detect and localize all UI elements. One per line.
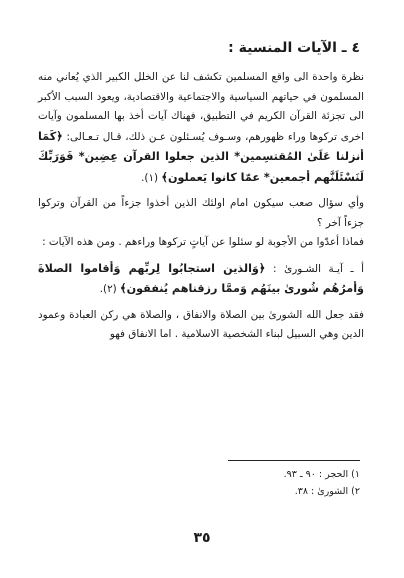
quran-verse-hijr: ﴿كَمَا أنزلنا عَلَىٰ المُقتسِمين* الذين جعلوا القرآن عِضِين* فَوَرَبِّكَ لَنَسْئَلَنَّهم أجمعين* عمّا كانوا يَعملون﴾: [38, 129, 364, 184]
footnotes: [284, 466, 360, 500]
shura-verse-paragraph: [38, 259, 364, 300]
intro-text: نظرة واحدة الى واقع المسلمين تكشف لنا عن الخلل الكبير الذي يُعاني منه المسلمون في حياتهم السياسية والاجتماعية والاقتصادية، ويعود السبب الأكبر الى تجزئة القرآن الكريم في التطبيق، فهناك آيات أخذ بها المسلمون وآيات اخرى تركوها وراء ظهورهم، وسـوف يُسـئلون عـن ذلك، قـال تـعـالى:: [38, 71, 364, 143]
footnote-divider: [228, 460, 360, 461]
quran-verse-shura: ﴿وَالذين استجابُوا لِربِّهم وَأقاموا الصلاةَ وَأمرُهُم شُورىٰ بينَهُم وَممَّا رزقناهم يُنفقون﴾: [38, 261, 364, 295]
shura-explanation-paragraph: فقد جعل الله الشورىٰ بين الصلاة والانفاق ، والصلاة هي ركن العبادة وعمود الدين وهي السبيل لبناء الشخصية الاسلامية . اما الانفاق فهو: [38, 308, 364, 340]
footnote-1: ١) الحجر : ٩٠ ـ ٩٣.: [283, 469, 360, 480]
question-paragraph: وأي سؤال صعب سيكون امام اولئك الذين أخذوا جزءاً من القرآن وتركوا جزءاً آخر ؟: [38, 197, 364, 229]
intro-paragraph: [38, 68, 364, 188]
footnote-ref-2: (٢).: [99, 283, 117, 295]
page-body: [38, 68, 364, 351]
footnote-ref-1: (١).: [141, 171, 159, 184]
page-number: ٣٥: [193, 530, 211, 546]
forgotten-verses-paragraph: فماذا أعدّوا من الأجوبة لو سئلوا عن آياتٍ تركوها وراءهم . ومن هذه الآيات :: [42, 236, 364, 248]
footnote-2: ٢) الشورىٰ : ٣٨.: [294, 486, 360, 497]
shura-label: أ ـ آيـة الشـورىٰ :: [273, 262, 364, 275]
section-heading: ٤ ـ الآيات المنسية :: [228, 40, 360, 56]
